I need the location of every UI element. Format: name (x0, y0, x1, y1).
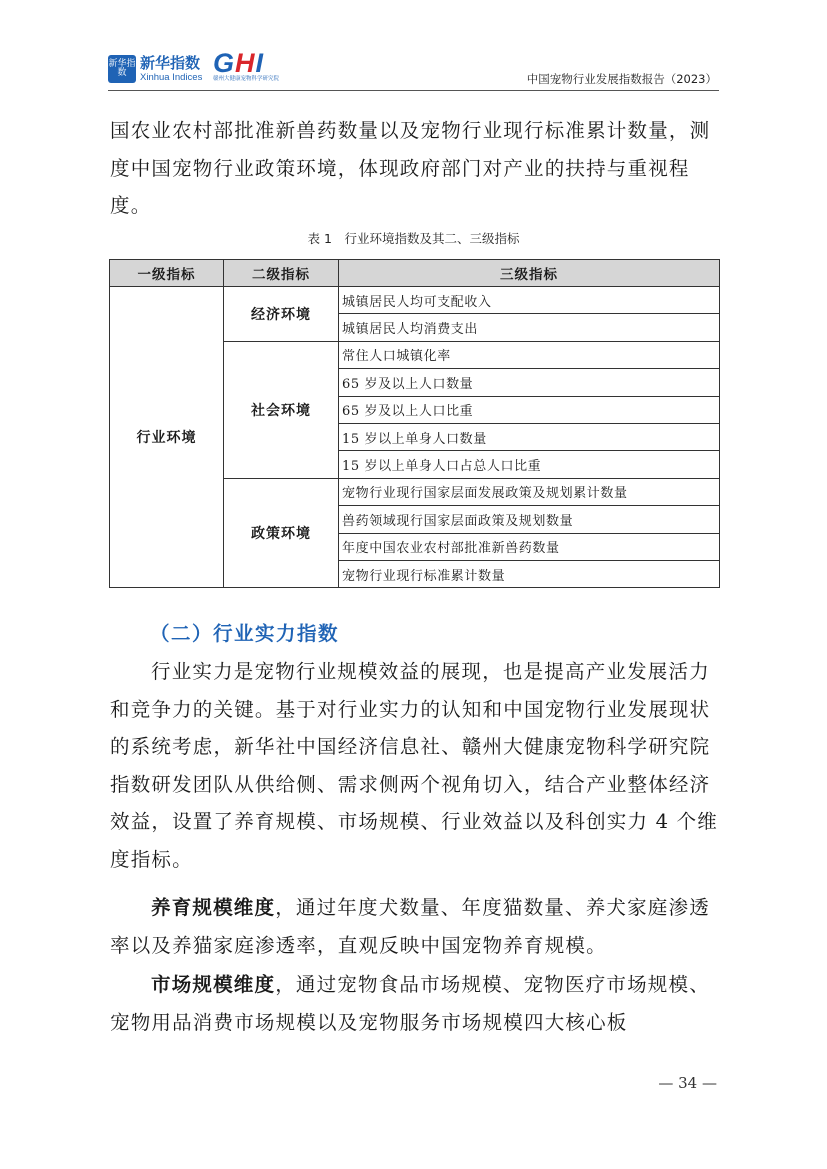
intro-paragraph: 国农业农村部批准新兽药数量以及宠物行业现行标准累计数量，测度中国宠物行业政策环境，体现政府部门对产业的扶持与重视程度。 (110, 119, 711, 217)
section-heading: （二）行业实力指数 (150, 622, 340, 645)
section-paragraph-1: 行业实力是宠物行业规模效益的展现，也是提高产业发展活力和竞争力的关键。基于对行业实力的认知和中国宠物行业发展现状的系统考虑，新华社中国经济信息社、赣州大健康宠物科学研究院指数研发团队从供给侧、需求侧两个视角切入，结合产业整体经济效益，设置了养育规模、市场规模、行业效益以及科创实力 4 个维度指标。 (110, 660, 719, 871)
level3-cell: 65 岁及以上人口数量 (339, 369, 720, 396)
header-level2: 二级指标 (224, 260, 339, 287)
paragraph-2-lead: 养育规模维度 (151, 896, 276, 919)
level1-cell: 行业环境 (110, 287, 224, 588)
xinhua-indices-logo (108, 52, 202, 86)
level3-cell: 15 岁以上单身人口数量 (339, 423, 720, 450)
ghi-logo-sub: 赣州大健康宠物科学研究院 (213, 76, 280, 82)
header-level3: 三级指标 (339, 260, 720, 287)
level3-cell: 65 岁及以上人口比重 (339, 396, 720, 423)
level3-cell: 城镇居民人均消费支出 (339, 314, 720, 341)
table-row (110, 287, 720, 314)
paragraph-3-lead: 市场规模维度 (151, 973, 276, 996)
level3-cell: 宠物行业现行国家层面发展政策及规划累计数量 (339, 478, 720, 505)
level3-cell: 常住人口城镇化率 (339, 341, 720, 368)
paragraph-3-text: ，通过宠物食品市场规模、宠物医疗市场规模、宠物用品消费市场规模以及宠物服务市场规模四大核心板 (110, 973, 710, 1034)
paragraph-2-text: ，通过年度犬数量、年度猫数量、养犬家庭渗透率以及养猫家庭渗透率，直观反映中国宠物养育规模。 (110, 896, 710, 957)
level2-cell-social: 社会环境 (224, 341, 339, 478)
xinhua-logo-cn: 新华指数 (140, 54, 201, 72)
level3-cell: 年度中国农业农村部批准新兽药数量 (339, 533, 720, 560)
page-number: — 34 — (658, 1074, 717, 1092)
report-title: 中国宠物行业发展指数报告（2023） (526, 72, 717, 86)
level2-cell-policy: 政策环境 (224, 478, 339, 588)
ghi-logo-mark: GHI (213, 48, 265, 78)
table-header-row (110, 260, 720, 287)
section-paragraph-3 (110, 966, 720, 1041)
level3-cell: 城镇居民人均可支配收入 (339, 287, 720, 314)
header-level1: 一级指标 (110, 260, 224, 287)
level3-cell: 宠物行业现行标准累计数量 (339, 560, 720, 587)
xinhua-logo-en: Xinhua Indices (140, 72, 203, 83)
level3-cell: 兽药领域现行国家层面政策及规划数量 (339, 506, 720, 533)
xinhua-logo-mark: 新华指数 (108, 55, 136, 83)
table-caption: 表 1 行业环境指数及其二、三级指标 (307, 231, 520, 246)
indicator-table (109, 259, 720, 588)
section-paragraph-2 (110, 889, 720, 964)
level3-cell: 15 岁以上单身人口占总人口比重 (339, 451, 720, 478)
level2-cell-economic: 经济环境 (224, 287, 339, 342)
page-header (108, 50, 719, 91)
ghi-logo (213, 50, 279, 86)
